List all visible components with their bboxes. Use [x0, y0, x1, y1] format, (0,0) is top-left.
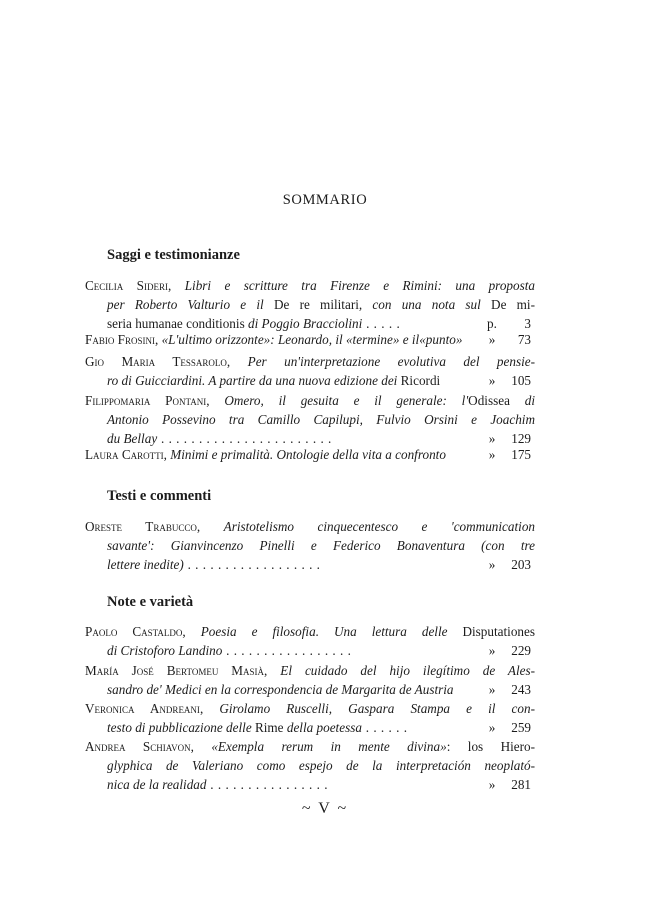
toc-entry-line: Oreste Trabucco, Aristotelismo cinquecentesco e 'communication [85, 519, 536, 534]
ditto-mark: » [488, 373, 496, 388]
toc-entry-line: Andrea Schiavon, «Exempla rerum in mente divina»: los Hiero- [85, 739, 535, 754]
toc-entry-schiavon[interactable] [85, 737, 535, 794]
ditto-mark: » [488, 431, 496, 446]
page-number: 259 [511, 720, 531, 735]
entry-title-part: Odissea [468, 393, 510, 408]
toc-entry-andreani[interactable] [85, 699, 535, 737]
dot-leader: . . . . . . [361, 720, 408, 735]
entry-author: Gio Maria Tessarolo [85, 354, 227, 369]
toc-entry-sideri[interactable] [85, 276, 535, 333]
entry-title-part: per Roberto Valturio e il [107, 297, 274, 312]
entry-title-part: De mi- [491, 297, 535, 312]
toc-entry-line [85, 718, 535, 737]
toc-entry-line: savante': Gianvincenzo Pinelli e Federico Bonaventura (con tre [107, 538, 535, 553]
entry-title-part: Rime [254, 720, 284, 735]
toc-entry-castaldo[interactable] [85, 622, 535, 660]
section-heading-testi: Testi e commenti [107, 488, 212, 504]
toc-entry-frosini[interactable] [85, 330, 535, 349]
entry-title: Girolamo Ruscelli, Gaspara Stampa e il con- [219, 701, 535, 716]
page-prefix: p. [487, 316, 497, 331]
page-folio: ~ V ~ [301, 800, 349, 817]
entry-author: Veronica Andreani [85, 701, 200, 716]
toc-entry-line: Filippomaria Pontani, Omero, il gesuita e il generale: l'Odissea di [85, 393, 535, 408]
page-number: 243 [511, 682, 531, 697]
entry-title: Aristotelismo cinquecentesco e 'communication [223, 519, 536, 534]
entry-author: Cecilia Sideri [85, 278, 169, 293]
entry-author: Andrea Schiavon [85, 739, 191, 754]
toc-entry-line [85, 775, 535, 794]
toc-entry-trabucco[interactable] [85, 517, 535, 574]
entry-title: Libri e scritture tra Firenze e Rimini: una proposta [184, 278, 535, 293]
entry-author: Oreste Trabucco [85, 519, 197, 534]
entry-author: Paolo Castaldo [85, 624, 183, 639]
toc-entry-line: Gio Maria Tessarolo, Per un'interpretazione evolutiva del pensie- [85, 354, 535, 369]
entry-title: Minimi e primalità. Ontologie della vita a confronto [170, 447, 446, 462]
entry-title-part: della poetessa [283, 720, 362, 735]
entry-title-part: testo di pubblicazione delle [107, 720, 255, 735]
page-number: 229 [511, 643, 531, 658]
entry-title-part: lettere inedite) [107, 557, 184, 572]
entry-title-part: nica de la realidad [107, 777, 207, 792]
entry-title-part: di Cristoforo Landino [107, 643, 223, 658]
entry-author: Laura Carotti [85, 447, 164, 462]
toc-entry-line: Paolo Castaldo, Poesia e filosofia. Una lettura delle Disputationes [85, 624, 536, 639]
toc-entry-pontani[interactable] [85, 391, 535, 448]
toc-entry-bertomeu[interactable] [85, 661, 535, 699]
entry-title-part: du Bellay [107, 431, 158, 446]
entry-title-part: Omero, il gesuita e il generale: l' [224, 393, 469, 408]
entry-author: María José Bertomeu Masià [85, 663, 265, 678]
ditto-mark: » [488, 643, 496, 658]
entry-title-part: Ricordi [400, 373, 441, 388]
entry-title-part: «Exempla rerum in mente divina» [211, 739, 447, 754]
ditto-mark: » [488, 682, 496, 697]
toc-entry-line: Cecilia Sideri, Libri e scritture tra Firenze e Rimini: una proposta [85, 278, 535, 293]
entry-title-part: , con una nota sul [358, 297, 492, 312]
dot-leader: . . . . . . . . . . . . . . . . . . [183, 557, 321, 572]
entry-title: El cuidado del hijo ilegítimo de Ales- [280, 663, 535, 678]
entry-title-part: seria humanae conditionis [107, 316, 245, 331]
ditto-mark: » [488, 332, 496, 347]
page-number: 175 [511, 447, 531, 462]
entry-title: Per un'interpretazione evolutiva del pensie- [247, 354, 535, 369]
toc-entry-line [85, 295, 535, 314]
toc-entry-line: María José Bertomeu Masià, El cuidado del hijo ilegítimo de Ales- [85, 663, 535, 678]
page-title: SOMMARIO [282, 192, 368, 208]
toc-entry-line [85, 555, 535, 574]
toc-entry-line [85, 641, 535, 660]
toc-entry-line: glyphica de Valeriano como espejo de la interpretación neoplató- [107, 758, 535, 773]
ditto-mark: » [488, 777, 496, 792]
page-number: 129 [511, 431, 531, 446]
entry-title-part: Disputationes [462, 624, 536, 639]
entry-title-part: : los Hiero- [446, 739, 535, 754]
toc-entry-line: Fabio Frosini, «L'ultimo orizzonte»: Leonardo, il «termine» e il«punto» [85, 332, 463, 347]
ditto-mark: » [488, 557, 496, 572]
entry-title-part: De re militari [273, 297, 359, 312]
page-number: 281 [511, 777, 531, 792]
dot-leader: . . . . . . . . . . . . . . . . . [222, 643, 352, 658]
toc-entry-line: Antonio Possevino tra Camillo Capilupi, Fulvio Orsini e Joachim [107, 412, 535, 427]
toc-entry-carotti[interactable] [85, 445, 535, 464]
entry-title-part: di [509, 393, 535, 408]
dot-leader: . . . . . . . . . . . . . . . . [206, 777, 328, 792]
section-heading-note: Note e varietà [107, 594, 194, 610]
entry-author: Fabio Frosini [85, 332, 155, 347]
page-number: 3 [524, 316, 531, 331]
entry-title-part: di Poggio Bracciolini [244, 316, 363, 331]
toc-entry-line [85, 371, 535, 390]
entry-author: Filippomaria Pontani [85, 393, 207, 408]
page-number: 203 [511, 557, 531, 572]
ditto-mark: » [488, 720, 496, 735]
ditto-mark: » [488, 447, 496, 462]
section-heading-saggi: Saggi e testimonianze [107, 247, 240, 263]
page-number: 73 [517, 332, 531, 347]
entry-title-part: ro di Guicciardini. A partire da una nuova edizione dei [107, 373, 401, 388]
dot-leader: . . . . . . . . . . . . . . . . . . . . . . . [157, 431, 332, 446]
entry-title: «L'ultimo orizzonte»: Leonardo, il «termine» e il«punto» [161, 332, 463, 347]
entry-title-part: . Una lettura delle [315, 624, 463, 639]
toc-entry-line: Laura Carotti, Minimi e primalità. Ontologie della vita a confronto [85, 447, 446, 462]
entry-title-part: Poesia e filosofia [200, 624, 316, 639]
page-number: 105 [511, 373, 531, 388]
toc-entry-line: Veronica Andreani, Girolamo Ruscelli, Gaspara Stampa e il con- [85, 701, 535, 716]
dot-leader: . . . . . [362, 316, 401, 331]
toc-entry-tessarolo[interactable] [85, 352, 535, 390]
toc-entry-line: sandro de' Medici en la correspondencia de Margarita de Austria [107, 682, 454, 697]
